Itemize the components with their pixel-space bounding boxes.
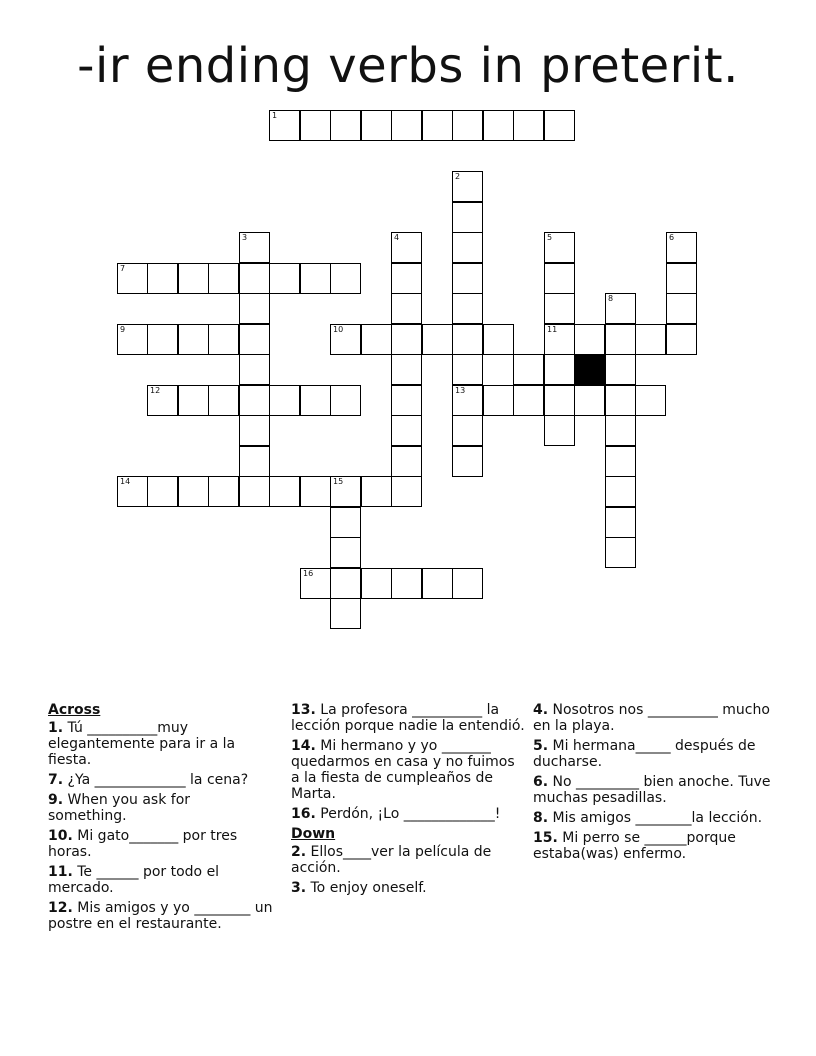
clue-number: 11. [48,864,73,880]
clues-column-1 [48,702,273,936]
grid-cell[interactable] [452,171,483,202]
clue-text: To enjoy oneself. [306,880,427,896]
grid-cell[interactable] [178,324,209,355]
grid-cell[interactable] [605,537,636,568]
grid-cell[interactable] [605,446,636,477]
clues-column-2 [291,702,525,900]
across-clue [48,772,273,788]
across-clue [48,864,273,896]
across-clue [48,828,273,860]
grid-cell[interactable] [330,324,361,355]
grid-cell[interactable] [330,568,361,599]
grid-cell[interactable] [605,385,636,416]
clue-number: 16 [303,569,314,578]
grid-cell[interactable] [452,202,483,233]
grid-cell[interactable] [117,324,148,355]
clue-number: 5 [547,233,553,242]
grid-cell[interactable] [391,446,422,477]
grid-cell[interactable] [513,385,544,416]
clue-text: Tú __________muy elegantemente para ir a la fiesta. [48,720,236,768]
grid-cell[interactable] [239,354,270,385]
clue-text: Mi hermana_____ después de ducharse. [533,738,756,770]
grid-cell[interactable] [483,110,514,141]
clue-number: 7. [48,772,64,788]
grid-cell[interactable] [544,293,575,324]
grid-cell[interactable] [391,324,422,355]
grid-cell[interactable] [330,598,361,629]
clue-number: 16. [291,806,316,822]
clue-number: 8. [533,810,549,826]
grid-cell[interactable] [452,415,483,446]
grid-cell[interactable] [513,110,544,141]
grid-cell[interactable] [330,263,361,294]
down-clue [533,738,773,770]
across-clue [48,720,273,768]
grid-cell[interactable] [208,324,239,355]
clue-number: 3 [242,233,248,242]
grid-cell[interactable] [452,293,483,324]
grid-cell[interactable] [300,568,331,599]
grid-cell[interactable] [361,568,392,599]
clue-number: 6 [669,233,675,242]
grid-cell[interactable] [239,476,270,507]
grid-cell[interactable] [330,537,361,568]
grid-cell[interactable] [239,415,270,446]
grid-cell[interactable] [605,415,636,446]
grid-cell[interactable] [422,324,453,355]
grid-cell[interactable] [544,354,575,385]
clue-text: ¿Ya _____________ la cena? [63,772,249,788]
across-clue [291,702,525,734]
clue-text: Te ______ por todo el mercado. [48,864,220,896]
grid-cell[interactable] [544,263,575,294]
clue-text: Ellos____ver la película de acción. [291,844,492,876]
grid-cell[interactable] [544,110,575,141]
grid-cell[interactable] [239,263,270,294]
grid-cell[interactable] [208,263,239,294]
clue-number: 9 [120,325,126,334]
grid-cell[interactable] [269,110,300,141]
grid-cell[interactable] [239,446,270,477]
grid-cell[interactable] [391,385,422,416]
grid-cell[interactable] [452,385,483,416]
clue-number: 1. [48,720,64,736]
grid-cell[interactable] [605,354,636,385]
clue-number: 12 [150,386,161,395]
grid-cell[interactable] [178,476,209,507]
clues-column-3 [533,702,773,866]
grid-cell[interactable] [178,263,209,294]
grid-cell[interactable] [361,476,392,507]
black-cell [574,354,605,385]
grid-cell[interactable] [208,476,239,507]
clue-text: Mis amigos y yo ________ un postre en el restaurante. [48,900,273,932]
clue-text: Mis amigos ________la lección. [548,810,763,826]
clue-text: When you ask for something. [48,792,191,824]
grid-cell[interactable] [452,354,483,385]
clue-number: 15. [533,830,558,846]
grid-cell[interactable] [635,324,666,355]
grid-cell[interactable] [452,232,483,263]
grid-cell[interactable] [300,385,331,416]
clue-number: 7 [120,264,126,273]
grid-cell[interactable] [605,324,636,355]
grid-cell[interactable] [300,263,331,294]
clue-number: 15 [333,477,344,486]
grid-cell[interactable] [330,507,361,538]
down-clue [533,774,773,806]
grid-cell[interactable] [208,385,239,416]
clue-number: 10 [333,325,344,334]
clue-number: 9. [48,792,64,808]
grid-cell[interactable] [544,415,575,446]
grid-cell[interactable] [666,232,697,263]
grid-cell[interactable] [666,263,697,294]
clue-number: 14. [291,738,316,754]
grid-cell[interactable] [605,476,636,507]
grid-cell[interactable] [391,415,422,446]
clue-text: Mi perro se ______porque estaba(was) enfermo. [533,830,736,862]
grid-cell[interactable] [513,354,544,385]
across-clue [48,900,273,932]
grid-cell[interactable] [239,324,270,355]
down-clue [533,702,773,734]
clue-number: 12. [48,900,73,916]
grid-cell[interactable] [544,324,575,355]
grid-cell[interactable] [666,293,697,324]
clue-number: 5. [533,738,549,754]
grid-cell[interactable] [391,232,422,263]
page-title: -ir ending verbs in preterit. [77,38,739,94]
grid-cell[interactable] [269,476,300,507]
grid-cell[interactable] [147,324,178,355]
grid-cell[interactable] [147,476,178,507]
clue-number: 2 [455,172,461,181]
across-clue [291,806,525,822]
grid-cell[interactable] [239,385,270,416]
grid-cell[interactable] [300,110,331,141]
clue-number: 10. [48,828,73,844]
grid-cell[interactable] [117,476,148,507]
clue-number: 8 [608,294,614,303]
clue-text: Perdón, ¡Lo _____________! [315,806,501,822]
across-clue [291,738,525,802]
grid-cell[interactable] [452,446,483,477]
grid-cell[interactable] [269,263,300,294]
grid-cell[interactable] [391,263,422,294]
grid-cell[interactable] [391,568,422,599]
clue-text: No _________ bien anoche. Tuve muchas pesadillas. [533,774,771,806]
down-clue [291,880,525,896]
grid-cell[interactable] [452,110,483,141]
clue-number: 14 [120,477,131,486]
grid-cell[interactable] [422,110,453,141]
grid-cell[interactable] [361,110,392,141]
across-clue [48,792,273,824]
grid-cell[interactable] [544,232,575,263]
grid-cell[interactable] [452,324,483,355]
grid-cell[interactable] [666,324,697,355]
clue-number: 6. [533,774,549,790]
grid-cell[interactable] [361,324,392,355]
grid-cell[interactable] [452,263,483,294]
grid-cell[interactable] [239,293,270,324]
clue-number: 11 [547,325,558,334]
clue-number: 4 [394,233,400,242]
clue-text: La profesora __________ la lección porque nadie la entendió. [291,702,525,734]
grid-cell[interactable] [239,232,270,263]
grid-cell[interactable] [635,385,666,416]
grid-cell[interactable] [300,476,331,507]
grid-cell[interactable] [178,385,209,416]
grid-cell[interactable] [391,476,422,507]
grid-cell[interactable] [483,385,514,416]
grid-cell[interactable] [544,385,575,416]
clue-text: Nosotros nos __________ mucho en la playa. [533,702,770,734]
grid-cell[interactable] [147,385,178,416]
grid-cell[interactable] [483,324,514,355]
grid-cell[interactable] [452,568,483,599]
clue-number: 13. [291,702,316,718]
clue-text: Mi hermano y yo _______ quedarmos en casa y no fuimos a la fiesta de cumpleaños de Marta. [291,738,515,802]
grid-cell[interactable] [147,263,178,294]
down-clue [291,844,525,876]
clue-number: 4. [533,702,549,718]
grid-cell[interactable] [269,385,300,416]
grid-cell[interactable] [391,354,422,385]
grid-cell[interactable] [422,568,453,599]
clue-number: 13 [455,386,466,395]
down-clue [533,830,773,862]
down-clue [533,810,773,826]
grid-cell[interactable] [391,110,422,141]
grid-cell[interactable] [605,507,636,538]
clue-text: Mi gato_______ por tres horas. [48,828,238,860]
grid-cell[interactable] [391,293,422,324]
down-heading: Down [291,826,336,842]
clue-number: 1 [272,111,278,120]
grid-cell[interactable] [330,476,361,507]
grid-cell[interactable] [574,324,605,355]
grid-cell[interactable] [330,110,361,141]
clue-number: 3. [291,880,307,896]
clue-number: 2. [291,844,307,860]
grid-cell[interactable] [117,263,148,294]
across-heading: Across [48,702,101,718]
grid-cell[interactable] [574,385,605,416]
grid-cell[interactable] [605,293,636,324]
grid-cell[interactable] [330,385,361,416]
